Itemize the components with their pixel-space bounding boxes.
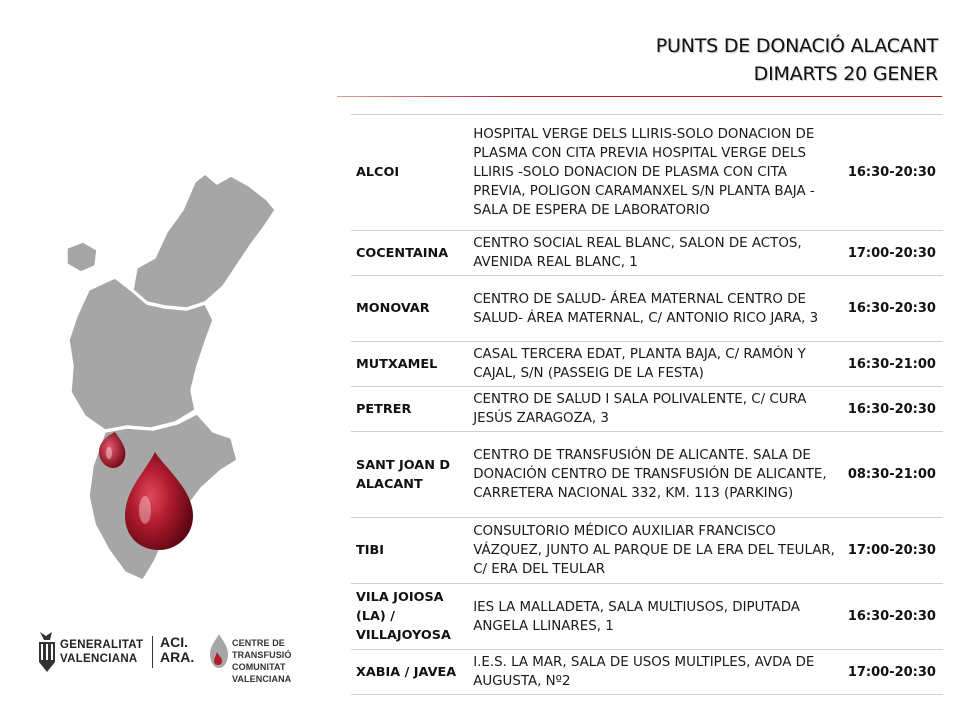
table-row: [351, 387, 943, 432]
table-row: [351, 584, 943, 650]
generalitat-emblem-icon: [36, 630, 58, 674]
aci-line-1: ACI.: [160, 634, 188, 650]
aci-line-2: ARA.: [160, 649, 195, 665]
town-cell: TIBI: [351, 518, 468, 584]
hours-cell: 08:30-21:00: [843, 432, 943, 518]
title-line-2: DIMARTS 20 GENER: [753, 63, 938, 85]
region-map: [55, 170, 285, 590]
hours-cell: 16:30-20:30: [843, 584, 943, 650]
page-title: [656, 32, 938, 88]
town-cell: MUTXAMEL: [351, 342, 468, 387]
hours-cell: 17:00-20:30: [843, 231, 943, 276]
donation-points-table: [351, 114, 943, 695]
town-cell: PETRER: [351, 387, 468, 432]
address-cell: HOSPITAL VERGE DELS LLIRIS-SOLO DONACION DE PLASMA CON CITA PREVIA HOSPITAL VERGE DELS LLIRIS -SOLO DONACION DE PLASMA CON CITA PREVIA, POLIGON CARAMANXEL S/N PLANTA BAJA - SALA DE ESPERA DE LABORATORIO: [468, 115, 843, 231]
table-row: [351, 518, 943, 584]
table-row: [351, 115, 943, 231]
gv-line-2: VALENCIANA: [60, 653, 138, 665]
ct-line-1: CENTRE DE TRANSFUSIÓ: [232, 638, 292, 660]
hours-cell: 16:30-20:30: [843, 387, 943, 432]
hours-cell: 16:30-20:30: [843, 115, 943, 231]
hours-cell: 17:00-20:30: [843, 518, 943, 584]
title-line-1: PUNTS DE DONACIÓ ALACANT: [655, 35, 938, 57]
transfusion-centre-logo-text: [232, 637, 336, 685]
town-cell: XABIA / JAVEA: [351, 650, 468, 695]
aci-ara-logo: [160, 635, 194, 665]
logo-separator: [152, 636, 153, 668]
town-cell: COCENTAINA: [351, 231, 468, 276]
footer-logos: [36, 626, 336, 684]
table-row: [351, 342, 943, 387]
hours-cell: 16:30-20:30: [843, 276, 943, 342]
transfusion-centre-emblem-icon: [208, 632, 230, 670]
table-row: [351, 276, 943, 342]
map-illustration: [55, 170, 285, 590]
town-cell: MONOVAR: [351, 276, 468, 342]
address-cell: CENTRO DE TRANSFUSIÓN DE ALICANTE. SALA DE DONACIÓN CENTRO DE TRANSFUSIÓN DE ALICANTE, CARRETERA NACIONAL 332, KM. 113 (PARKING): [468, 432, 843, 518]
table-row: [351, 231, 943, 276]
title-divider: [337, 96, 942, 97]
table-row: [351, 650, 943, 695]
drop-highlight-small: [106, 447, 112, 459]
town-cell: SANT JOAN D ALACANT: [351, 432, 468, 518]
ct-line-2: COMUNITAT VALENCIANA: [232, 662, 292, 684]
table-row: [351, 432, 943, 518]
address-cell: CASAL TERCERA EDAT, PLANTA BAJA, C/ RAMÓN Y CAJAL, S/N (PASSEIG DE LA FESTA): [468, 342, 843, 387]
hours-cell: 17:00-20:30: [843, 650, 943, 695]
map-region-enclave: [67, 242, 97, 272]
address-cell: CENTRO SOCIAL REAL BLANC, SALON DE ACTOS, AVENIDA REAL BLANC, 1: [468, 231, 843, 276]
address-cell: CENTRO DE SALUD- ÁREA MATERNAL CENTRO DE SALUD- ÁREA MATERNAL, C/ ANTONIO RICO JARA, 3: [468, 276, 843, 342]
generalitat-logo-text: [60, 638, 143, 666]
hours-cell: 16:30-21:00: [843, 342, 943, 387]
gv-line-1: GENERALITAT: [60, 639, 144, 651]
address-cell: I.E.S. LA MAR, SALA DE USOS MULTIPLES, AVDA DE AUGUSTA, Nº2: [468, 650, 843, 695]
address-cell: IES LA MALLADETA, SALA MULTIUSOS, DIPUTADA ANGELA LLINARES, 1: [468, 584, 843, 650]
map-region-north: [133, 174, 275, 308]
drop-highlight: [139, 496, 151, 524]
address-cell: CONSULTORIO MÉDICO AUXILIAR FRANCISCO VÁZQUEZ, JUNTO AL PARQUE DE LA ERA DEL TEULAR, C/ ERA DEL TEULAR: [468, 518, 843, 584]
town-cell: ALCOI: [351, 115, 468, 231]
address-cell: CENTRO DE SALUD I SALA POLIVALENTE, C/ CURA JESÚS ZARAGOZA, 3: [468, 387, 843, 432]
town-cell: VILA JOIOSA (LA) / VILLAJOYOSA: [351, 584, 468, 650]
